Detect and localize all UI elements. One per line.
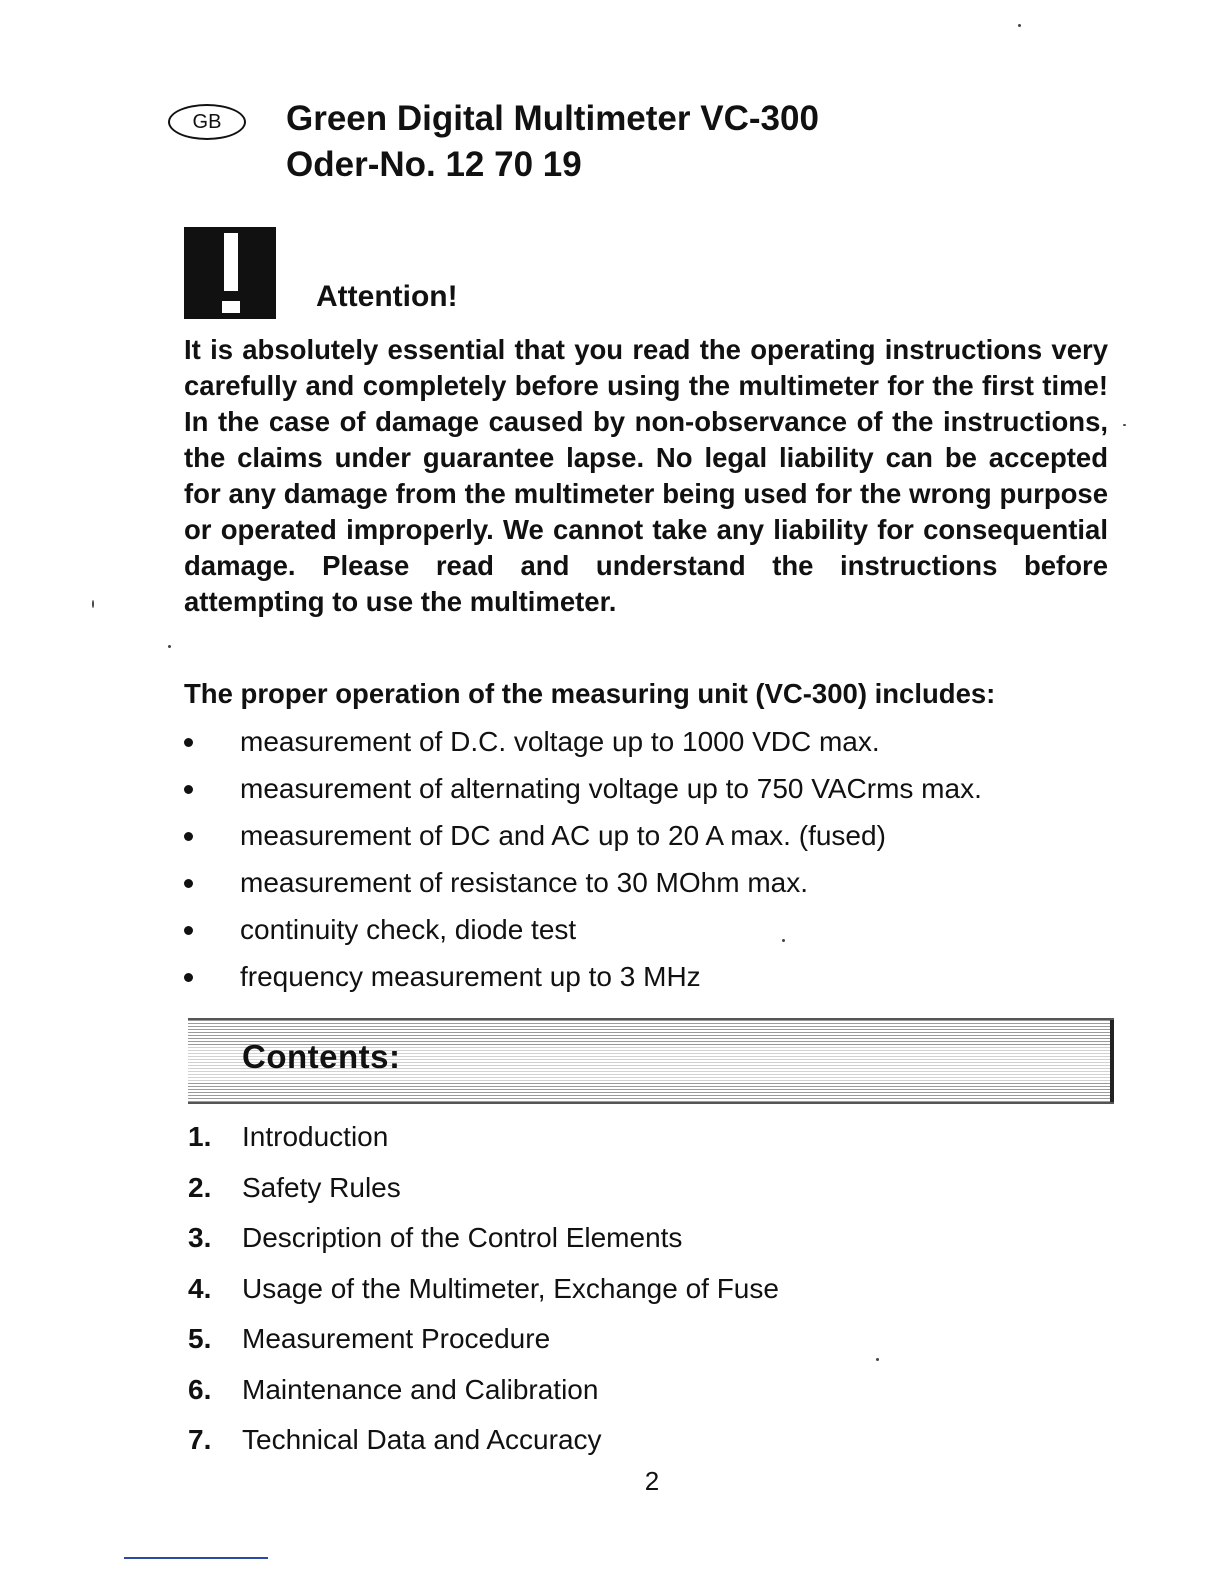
exclamation-dot [222,301,240,313]
toc-number: 1. [188,1121,212,1152]
toc-item [188,1118,779,1169]
toc-label: Maintenance and Calibration [242,1373,599,1405]
scan-speck [168,645,171,648]
scan-speck [1123,424,1126,426]
toc-item [188,1320,779,1371]
toc-item [188,1371,779,1422]
toc-label: Safety Rules [242,1171,401,1203]
toc-number: 6. [188,1373,212,1405]
bullet-icon [184,973,193,982]
bullet-icon [184,738,193,747]
exclamation-icon [184,227,276,319]
exclamation-bar [224,233,238,291]
bullet-icon [184,879,193,888]
toc-label: Measurement Procedure [242,1323,551,1354]
bullet-icon [184,926,193,935]
contents-banner [188,1018,1114,1104]
scan-speck [92,600,94,608]
bullet-icon [184,832,193,841]
list-item [184,771,982,818]
attention-text: It is absolutely essential that you read the operating instructions very carefully and completely before using the multimeter for the first time! In the case of damage caused by non-observance of the instructions, the claims under guarantee lapse. No legal liability can be accepted for any damage from the multimeter being used for the wrong purpose or operated improperly. We cannot take any liability for consequential damage. Please read and understand the instructions before attempting to use the multimeter. [184,334,1108,617]
list-item [184,818,982,865]
list-item [184,865,982,912]
scan-speck [782,939,785,942]
toc-item [188,1219,779,1270]
list-item-text: measurement of DC and AC up to 20 A max. (fused) [240,820,886,851]
scan-speck [876,1358,879,1361]
toc-number: 4. [188,1272,212,1304]
country-badge-label: GB [192,110,222,133]
toc-number: 2. [188,1171,212,1203]
country-badge [168,104,246,140]
toc-label: Introduction [242,1121,389,1152]
list-item [184,959,982,1006]
toc-number: 3. [188,1222,212,1253]
toc-label: Description of the Control Elements [242,1222,683,1253]
footer-rule [124,1557,268,1559]
order-number: Oder-No. 12 70 19 [286,145,582,184]
contents-heading: Contents: [242,1038,401,1075]
toc-number: 5. [188,1323,212,1354]
toc-item [188,1270,779,1321]
toc-label: Technical Data and Accuracy [242,1424,602,1455]
table-of-contents [188,1118,779,1472]
bullet-icon [184,785,193,794]
document-title: Green Digital Multimeter VC-300 [286,99,819,138]
list-item [184,724,982,771]
toc-item [188,1421,779,1472]
scan-speck [1018,24,1021,27]
page-number: 2 [644,1466,660,1496]
toc-label: Usage of the Multimeter, Exchange of Fuse [242,1272,779,1304]
list-item-text: frequency measurement up to 3 MHz [240,961,701,992]
toc-number: 7. [188,1424,212,1455]
list-item-text: continuity check, diode test [240,914,577,945]
list-item-text: measurement of resistance to 30 MOhm max. [240,867,808,898]
operation-heading: The proper operation of the measuring unit (VC-300) includes: [184,678,996,709]
list-item-text: measurement of D.C. voltage up to 1000 VDC max. [240,726,880,757]
operation-list [184,724,982,1006]
list-item [184,912,982,959]
attention-heading: Attention! [316,280,458,313]
toc-item [188,1169,779,1220]
list-item-text: measurement of alternating voltage up to 750 VACrms max. [240,773,982,804]
